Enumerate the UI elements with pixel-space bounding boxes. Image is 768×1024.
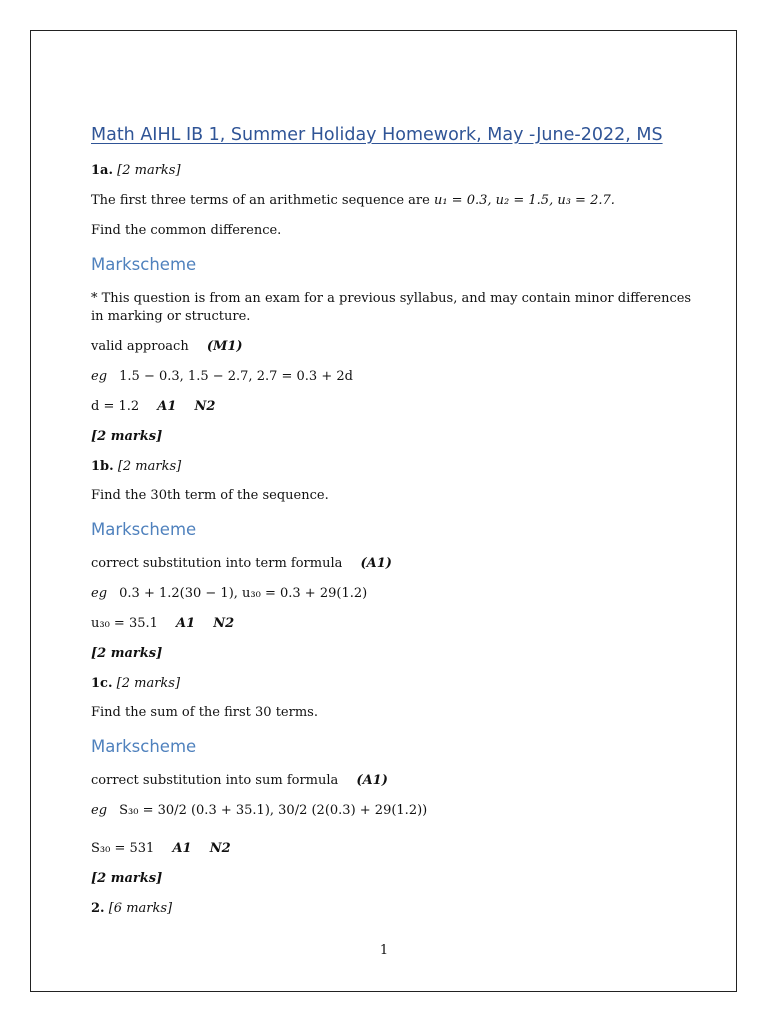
answer-marks: A1 N2 <box>176 616 235 631</box>
eg-math: 1.5 − 0.3, 1.5 − 2.7, 2.7 = 0.3 + 2d <box>119 369 353 384</box>
answer-marks: A1 N2 <box>157 399 216 414</box>
question-number: 1a. <box>91 163 113 178</box>
stem-text: The first three terms of an arithmetic sequence are <box>91 193 430 208</box>
markscheme-step <box>91 338 243 356</box>
question-number: 1b. <box>91 459 114 474</box>
eg-math: S₃₀ = 30/2 (0.3 + 35.1), 30/2 (2(0.3) + 29(1.2)) <box>119 803 428 818</box>
eg-math: 0.3 + 1.2(30 − 1), u₃₀ = 0.3 + 29(1.2) <box>119 586 368 601</box>
question-1b-instruction: Find the 30th term of the sequence. <box>91 488 329 503</box>
question-1c-instruction: Find the sum of the first 30 terms. <box>91 705 318 720</box>
markscheme-answer <box>91 398 215 416</box>
page-number: 1 <box>379 943 389 958</box>
markscheme-step <box>91 772 388 790</box>
markscheme-example <box>91 368 353 386</box>
question-total: [2 marks] <box>91 646 163 661</box>
markscheme-heading: Markscheme <box>91 255 197 274</box>
syllabus-note-continued: in marking or structure. <box>91 309 251 324</box>
answer-marks: A1 N2 <box>172 841 231 856</box>
eg-label: eg <box>91 586 108 601</box>
answer-math: d = 1.2 <box>91 399 140 414</box>
answer-math: u₃₀ = 35.1 <box>91 616 158 631</box>
markscheme-example <box>91 585 367 603</box>
question-total: [2 marks] <box>91 871 163 886</box>
question-total: [2 marks] <box>91 429 163 444</box>
question-2-header <box>91 900 172 918</box>
question-number: 2. <box>91 901 105 916</box>
question-1a-instruction: Find the common difference. <box>91 223 282 238</box>
syllabus-note: * This question is from an exam for a previous syllabus, and may contain minor differences <box>91 291 692 306</box>
answer-math: S₃₀ = 531 <box>91 841 155 856</box>
question-marks: [2 marks] <box>116 676 181 691</box>
markscheme-step <box>91 555 392 573</box>
eg-label: eg <box>91 369 108 384</box>
step-text: correct substitution into sum formula <box>91 773 339 788</box>
markscheme-answer <box>91 840 231 858</box>
step-mark: (A1) <box>360 556 392 571</box>
eg-label: eg <box>91 803 108 818</box>
question-1c-header <box>91 675 180 693</box>
step-mark: (A1) <box>356 773 388 788</box>
stem-math: u₁ = 0.3, u₂ = 1.5, u₃ = 2.7. <box>433 193 615 208</box>
question-marks: [2 marks] <box>117 163 181 178</box>
markscheme-heading: Markscheme <box>91 737 197 756</box>
markscheme-answer <box>91 615 234 633</box>
question-marks: [2 marks] <box>117 459 182 474</box>
document-title: Math AIHL IB 1, Summer Holiday Homework, May -June-2022, MS <box>91 125 663 145</box>
markscheme-heading: Markscheme <box>91 520 197 539</box>
question-number: 1c. <box>91 676 113 691</box>
step-text: correct substitution into term formula <box>91 556 343 571</box>
document-page <box>30 30 737 992</box>
step-mark: (M1) <box>206 339 243 354</box>
markscheme-example <box>91 802 427 820</box>
question-marks: [6 marks] <box>108 901 173 916</box>
step-text: valid approach <box>91 339 189 354</box>
question-1a-stem <box>91 192 615 210</box>
question-1b-header <box>91 458 181 476</box>
question-1a-header <box>91 162 181 180</box>
